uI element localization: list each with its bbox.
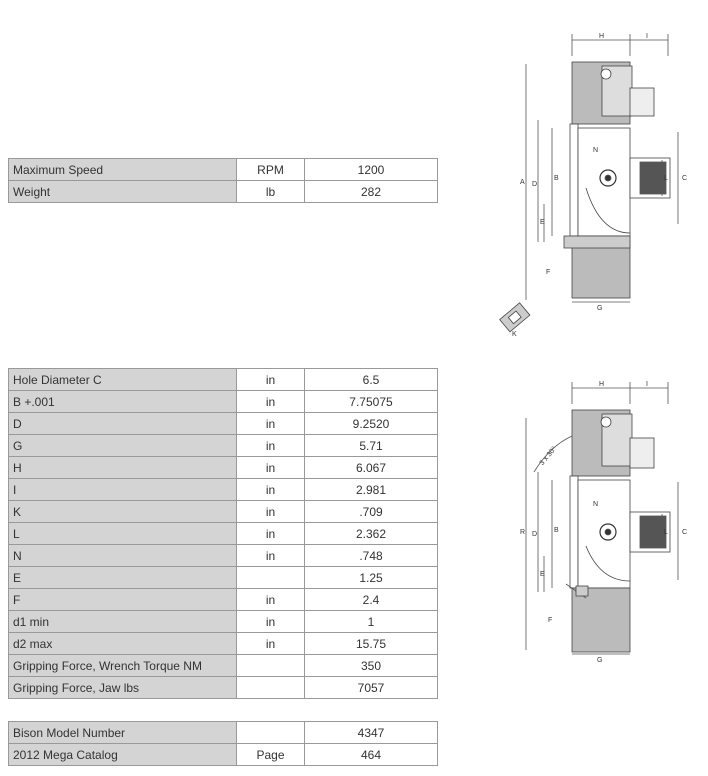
dim-label-G: G xyxy=(597,305,603,312)
dim-label-B: B xyxy=(554,175,559,182)
spec-name-cell: F xyxy=(9,589,237,611)
spec-unit-cell xyxy=(237,655,305,677)
spec-name-cell: H xyxy=(9,457,237,479)
spec-unit-cell: in xyxy=(237,413,305,435)
spec-unit-cell: in xyxy=(237,479,305,501)
dim-label-K: K xyxy=(512,331,517,338)
chuck-drawing-bottom xyxy=(490,376,702,666)
spec-value-cell: 1.25 xyxy=(305,567,438,589)
dim-label-A: A xyxy=(520,179,525,186)
dim-label-D: D xyxy=(532,181,538,188)
spec-value-cell: 7.75075 xyxy=(305,391,438,413)
dim2-label-F: F xyxy=(548,617,553,624)
spec-value-cell: 2.4 xyxy=(305,589,438,611)
spec-value-cell: 1200 xyxy=(305,159,438,181)
spec-value-cell: 282 xyxy=(305,181,438,203)
spec-name-cell: E xyxy=(9,567,237,589)
spec-unit-cell: in xyxy=(237,435,305,457)
spec-unit-cell xyxy=(237,567,305,589)
spec-value-cell: 2.981 xyxy=(305,479,438,501)
dim2-label-angle: 3 x 30° xyxy=(538,445,559,467)
spec-name-cell: K xyxy=(9,501,237,523)
dim-label-I: I xyxy=(646,33,648,40)
spec-unit-cell: in xyxy=(237,369,305,391)
spec-unit-cell xyxy=(237,722,305,744)
spec-unit-cell: RPM xyxy=(237,159,305,181)
spec-row xyxy=(9,722,438,744)
speed-weight-table xyxy=(8,158,438,203)
dim2-label-N: N xyxy=(593,501,599,508)
spec-row xyxy=(9,655,438,677)
spec-row xyxy=(9,567,438,589)
spec-name-cell: N xyxy=(9,545,237,567)
spec-row xyxy=(9,369,438,391)
dim-label-E: E xyxy=(540,219,545,226)
spec-row xyxy=(9,479,438,501)
dim2-label-G: G xyxy=(597,657,603,664)
spec-unit-cell: lb xyxy=(237,181,305,203)
model-table xyxy=(8,721,438,766)
speed-weight-rows xyxy=(9,159,438,203)
spec-name-cell: 2012 Mega Catalog xyxy=(9,744,237,766)
spec-row xyxy=(9,523,438,545)
spec-name-cell: G xyxy=(9,435,237,457)
spec-name-cell: d2 max xyxy=(9,633,237,655)
spec-value-cell: 5.71 xyxy=(305,435,438,457)
dim2-label-R: R xyxy=(520,529,526,536)
spec-name-cell: B +.001 xyxy=(9,391,237,413)
spec-name-cell: I xyxy=(9,479,237,501)
spec-unit-cell: in xyxy=(237,391,305,413)
spec-unit-cell: in xyxy=(237,501,305,523)
spec-value-cell: 2.362 xyxy=(305,523,438,545)
spec-value-cell: 9.2520 xyxy=(305,413,438,435)
spec-unit-cell: in xyxy=(237,523,305,545)
spec-unit-cell: in xyxy=(237,589,305,611)
dimensions-rows xyxy=(9,369,438,699)
spec-unit-cell: in xyxy=(237,457,305,479)
spec-name-cell: Bison Model Number xyxy=(9,722,237,744)
dim2-label-L: L xyxy=(664,529,668,536)
spec-row xyxy=(9,501,438,523)
dim2-label-I: I xyxy=(646,381,648,388)
dim2-label-D: D xyxy=(532,531,538,538)
spec-row xyxy=(9,391,438,413)
spec-name-cell: d1 min xyxy=(9,611,237,633)
dimensions-table xyxy=(8,368,438,699)
dim-label-C: C xyxy=(682,175,688,182)
spec-value-cell: 6.067 xyxy=(305,457,438,479)
dim-label-H: H xyxy=(599,33,605,40)
spec-name-cell: L xyxy=(9,523,237,545)
spec-unit-cell: Page xyxy=(237,744,305,766)
dim2-label-H: H xyxy=(599,381,605,388)
spec-value-cell: 4347 xyxy=(305,722,438,744)
spec-name-cell: Gripping Force, Wrench Torque NM xyxy=(9,655,237,677)
spec-row xyxy=(9,159,438,181)
spec-value-cell: 464 xyxy=(305,744,438,766)
spec-row xyxy=(9,457,438,479)
spec-value-cell: 7057 xyxy=(305,677,438,699)
dim-label-N: N xyxy=(593,147,599,154)
spec-unit-cell: in xyxy=(237,545,305,567)
spec-unit-cell xyxy=(237,677,305,699)
spec-name-cell: D xyxy=(9,413,237,435)
spec-name-cell: Weight xyxy=(9,181,237,203)
spec-row xyxy=(9,744,438,766)
dim-label-F: F xyxy=(546,269,551,276)
spec-row xyxy=(9,435,438,457)
spec-row xyxy=(9,181,438,203)
spec-row xyxy=(9,589,438,611)
spec-row xyxy=(9,611,438,633)
dim2-label-B: B xyxy=(554,527,559,534)
model-rows xyxy=(9,722,438,766)
spec-unit-cell: in xyxy=(237,611,305,633)
spec-row xyxy=(9,677,438,699)
spec-value-cell: 6.5 xyxy=(305,369,438,391)
spec-value-cell: 350 xyxy=(305,655,438,677)
spec-name-cell: Gripping Force, Jaw lbs xyxy=(9,677,237,699)
chuck-drawing-top xyxy=(490,28,702,348)
spec-value-cell: .748 xyxy=(305,545,438,567)
spec-name-cell: Hole Diameter C xyxy=(9,369,237,391)
spec-row xyxy=(9,633,438,655)
dim2-label-C: C xyxy=(682,529,688,536)
dim-label-L: L xyxy=(664,175,668,182)
spec-row xyxy=(9,545,438,567)
dim2-label-E: E xyxy=(540,571,545,578)
spec-unit-cell: in xyxy=(237,633,305,655)
spec-row xyxy=(9,413,438,435)
spec-value-cell: 1 xyxy=(305,611,438,633)
spec-value-cell: .709 xyxy=(305,501,438,523)
spec-name-cell: Maximum Speed xyxy=(9,159,237,181)
spec-value-cell: 15.75 xyxy=(305,633,438,655)
